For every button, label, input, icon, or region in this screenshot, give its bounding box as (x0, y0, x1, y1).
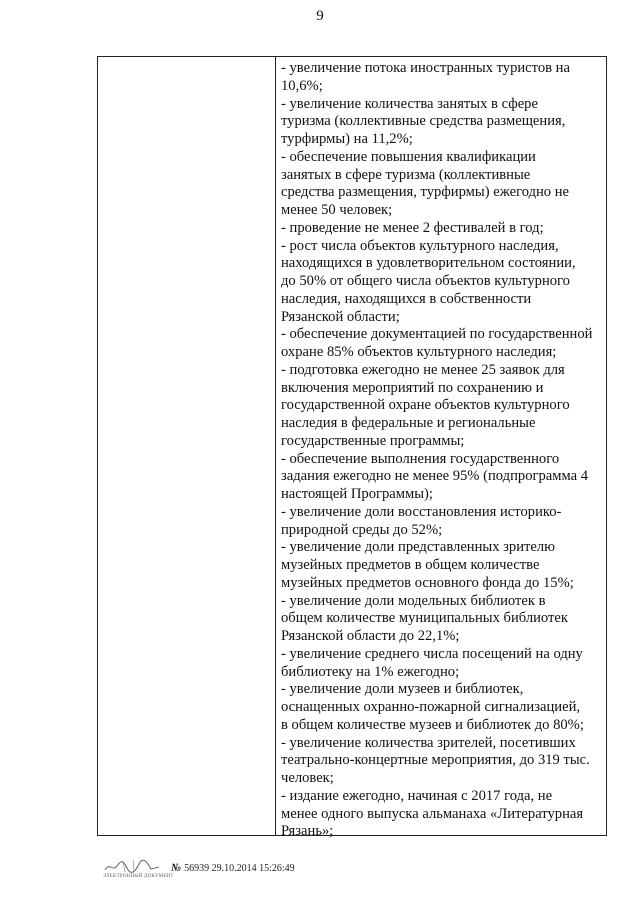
table-left-cell (98, 57, 276, 835)
page-number: 9 (316, 8, 324, 24)
list-item: - увеличение доли музеев и библиотек, оснащенных охранно-пожарной сигнализацией, в общем количестве музеев и библиотек до 80%; (281, 681, 584, 733)
list-item: - увеличение доли восстановления историко- природной среды до 52%; (281, 503, 562, 538)
list-item: - увеличение потока иностранных туристов на 10,6%; (281, 60, 570, 94)
list-item: - рост числа объектов культурного наследия, находящихся в удовлетворительном состоянии, до 50% от общего числа объектов культурного наследия, находящихся в собственности Рязанской области; (281, 237, 576, 325)
list-item: - обеспечение повышения квалификации занятых в сфере туризма (коллективные средства размещения, турфирмы) ежегодно не менее 50 человек; (281, 148, 570, 218)
list-item: - увеличение среднего числа посещений на одну библиотеку на 1% ежегодно; (281, 645, 583, 680)
list-item: - обеспечение документацией по государственной охране 85% объектов культурного наследия; (281, 326, 593, 360)
registration-info: 56939 29.10.2014 15:26:49 (184, 863, 295, 874)
table-right-cell (276, 57, 606, 840)
indicator-list (281, 60, 602, 841)
document-table (97, 56, 607, 840)
list-item: - увеличение количества зрителей, посетивших театрально-концертные мероприятия, до 319 тыс. человек; (281, 734, 590, 786)
list-item: - проведение не менее 2 фестивалей в год; (281, 219, 544, 236)
list-item: - увеличение доли модельных библиотек в общем количестве муниципальных библиотек Рязанской области до 22,1%; (281, 592, 568, 644)
list-item: - увеличение количества занятых в сфере туризма (коллективные средства размещения, турфирмы) на 11,2%; (281, 95, 566, 147)
list-item: - подготовка ежегодно не менее 25 заявок для включения мероприятий по сохранению и государственной охране объектов культурного наследия в федеральные и региональные государственные программы; (281, 361, 570, 449)
number-sign: № (171, 862, 182, 874)
list-item: - издание ежегодно, начиная с 2017 года, не менее одного выпуска альманаха «Литературная Рязань»; (281, 787, 584, 840)
list-item: - обеспечение выполнения государственного задания ежегодно не менее 95% (подпрограмма 4 настоящей Программы); (281, 450, 589, 502)
signature-text: ЭЛЕКТРОННЫЙ ДОКУМЕНТ (103, 874, 174, 879)
registration-stamp (171, 862, 295, 874)
list-item: - увеличение доли представленных зрителю музейных предметов в общем количестве музейных предметов основного фонда до 15%; (281, 539, 574, 591)
signature-mark-icon (103, 858, 174, 879)
document-footer (103, 858, 295, 878)
